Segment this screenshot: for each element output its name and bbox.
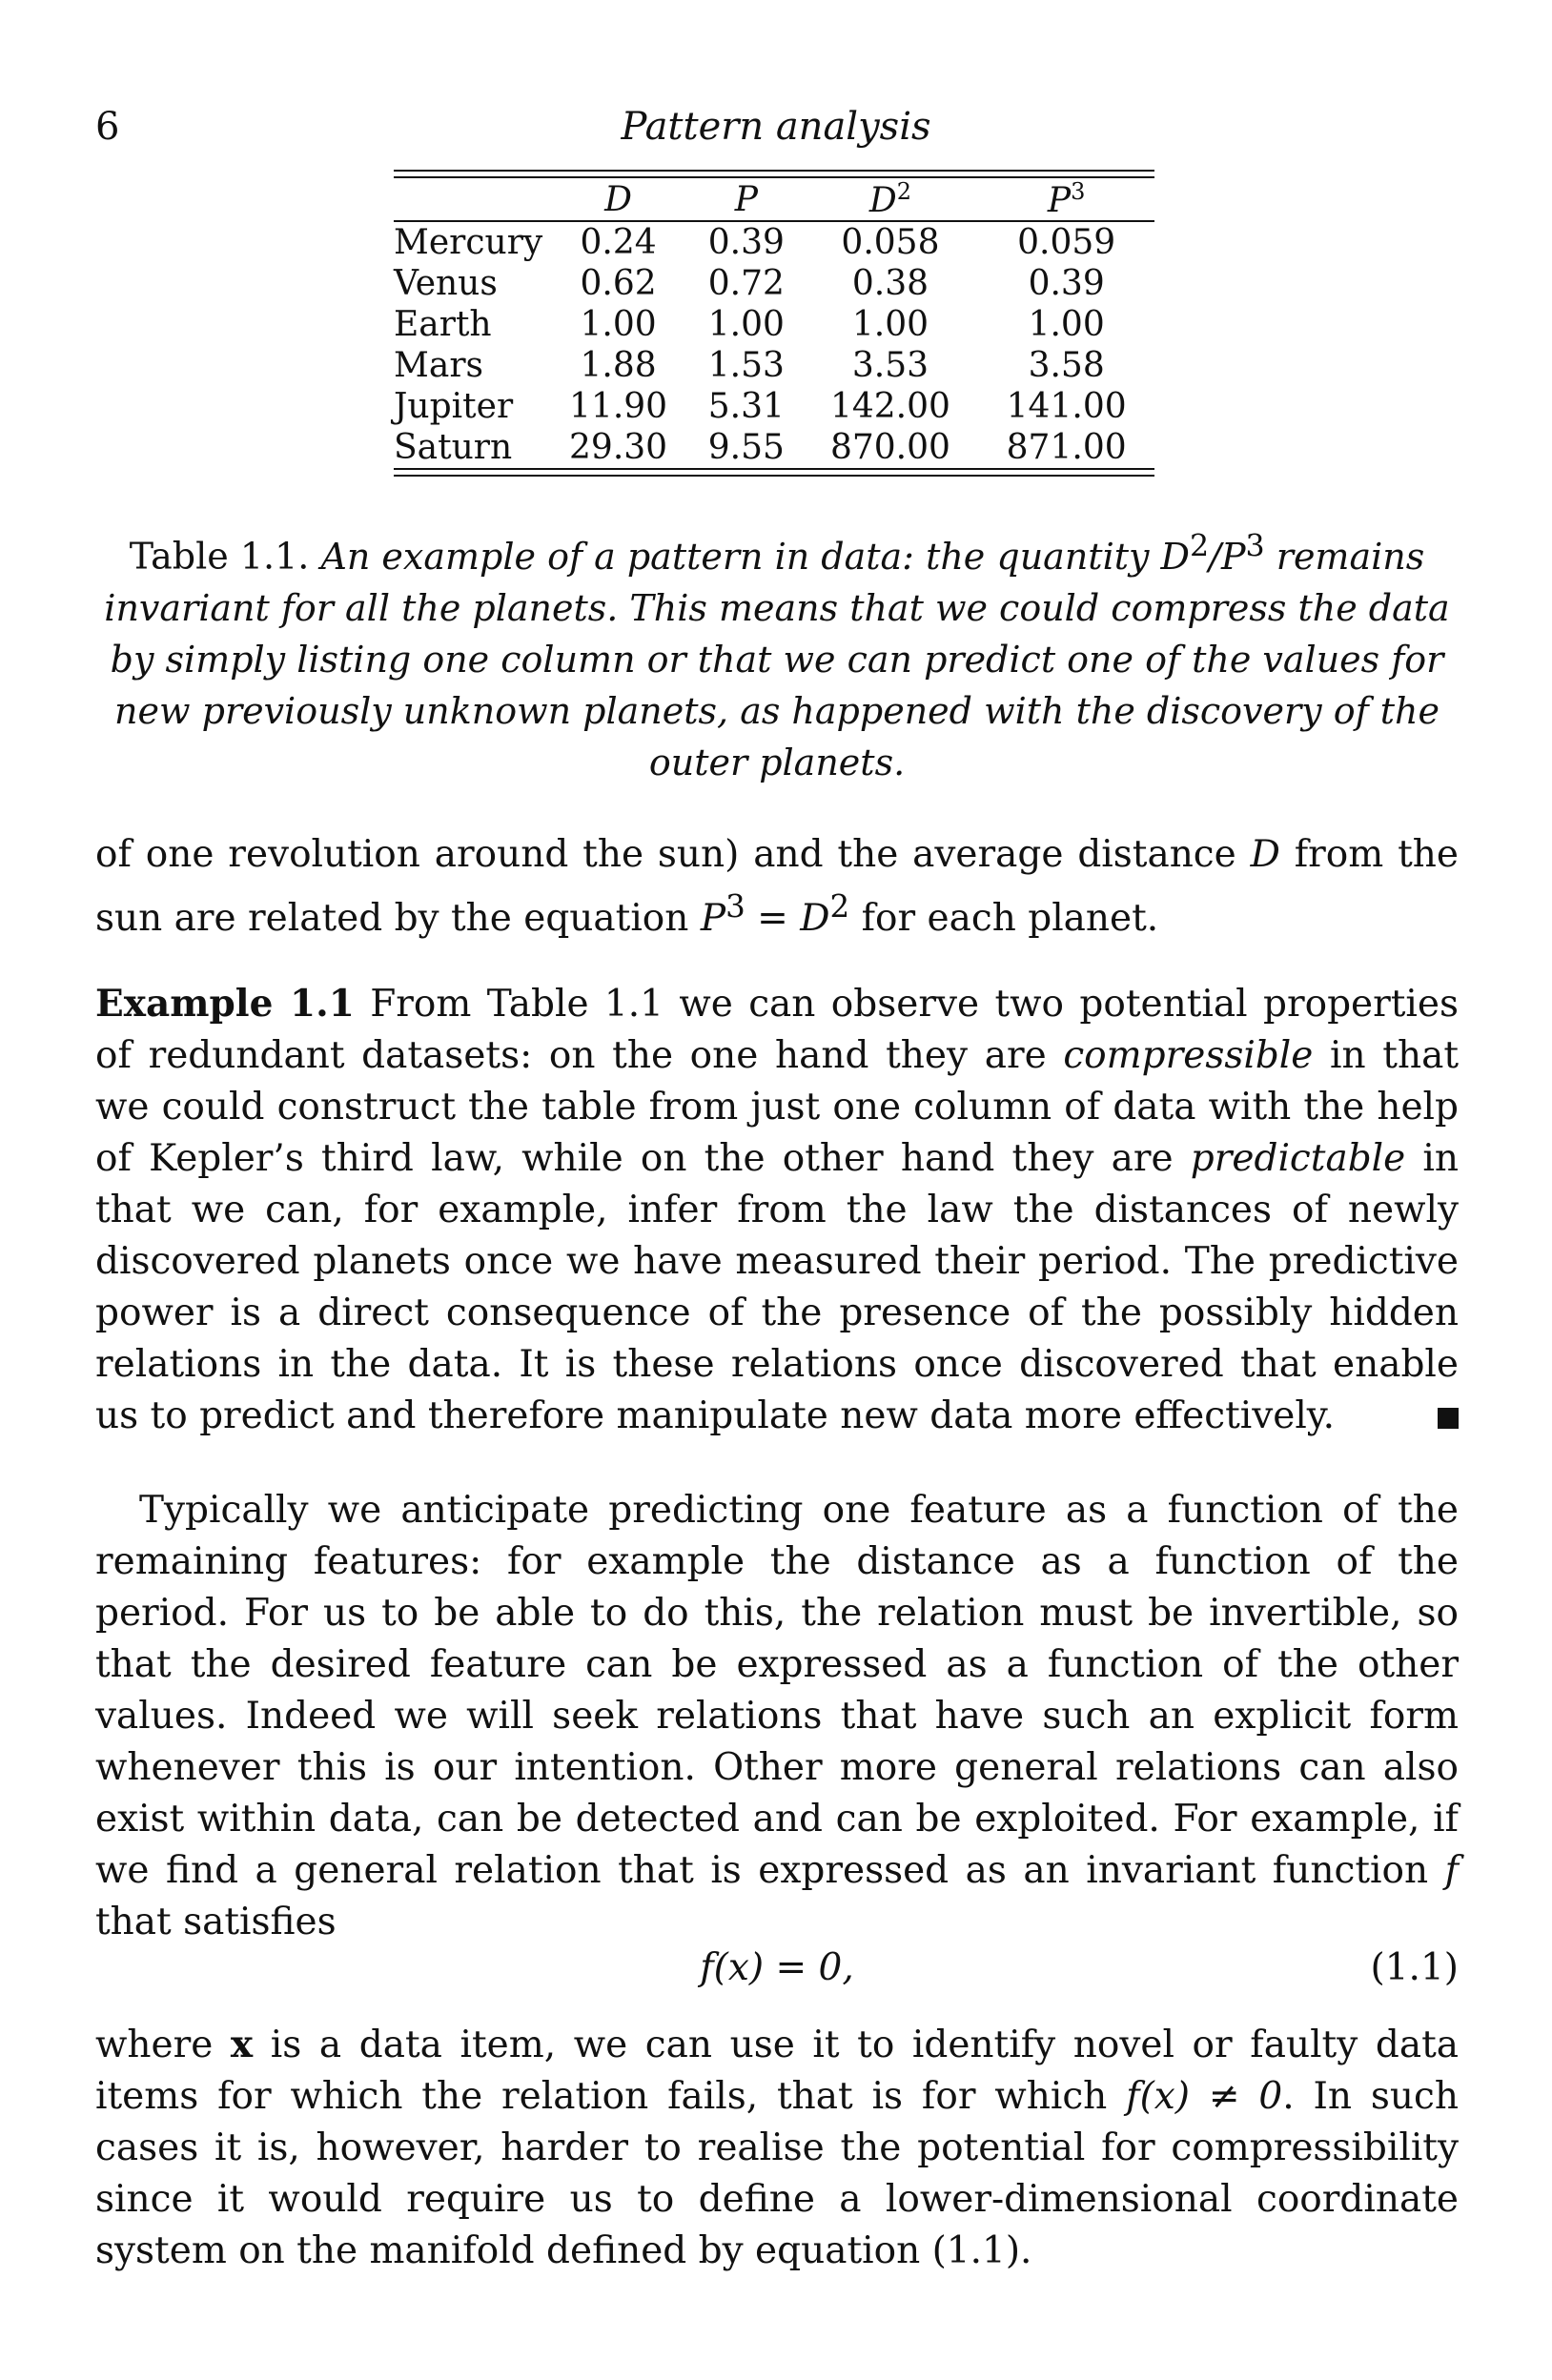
cell-p: 0.39: [707, 223, 785, 262]
paragraph-invariant-function: Typically we anticipate predicting one feature as a function of the remaining features: for example the distance as a function of the period. For us to be able to do this, the relation must be invertible, so that the desired feature can be expressed as a function of the other values. Indeed we will seek relations that have such an explicit form whenever this is our intention. Other more general relations can also exist within data, can be detected and can be exploited. For example, if we find a general relation that is expressed as an invariant function f that satisfies: [95, 1489, 1459, 1943]
table-row: [394, 222, 1154, 263]
cell-d2: 870.00: [829, 428, 950, 467]
cell-d2: 142.00: [829, 387, 950, 426]
table-bottom-rule: [394, 468, 1154, 477]
cell-d2: 0.38: [851, 264, 929, 303]
page-number: 6: [95, 105, 120, 149]
end-of-example-square-icon: [1438, 1408, 1459, 1429]
paragraph-kepler-continuation: of one revolution around the sun) and the average distance D from the sun are related by the equation $P^3 = D^2$ for each planet.: [95, 833, 1460, 940]
caption-label: Table 1.1.: [129, 535, 310, 578]
cell-d2: 1.00: [851, 305, 929, 344]
cell-p3: 141.00: [1006, 387, 1127, 426]
col-header-period-cubed: $P^3$: [1047, 178, 1086, 220]
cell-d2: 0.058: [841, 223, 940, 262]
cell-p: 9.55: [707, 428, 785, 467]
paragraph-faulty-data: where x is a data item, we can use it to identify novel or faulty data items for which the relation fails, that is for which f(x) ≠ 0. In such cases it is, however, harder to realise the potential for compressibility since it would require us to define a lower-dimensional coordinate system on the manifold defined by equation (1.1).: [95, 2023, 1460, 2272]
cell-p3: 871.00: [1006, 428, 1127, 467]
table-row: [394, 427, 1154, 468]
col-header-period: P: [734, 179, 758, 219]
planet-table: [394, 170, 1154, 477]
table-top-rule: [394, 170, 1154, 178]
planet-name: Jupiter: [394, 387, 514, 426]
equation-expression: f(x) = 0,: [700, 1946, 854, 1989]
table-row: [394, 304, 1154, 345]
planet-name: Mars: [394, 346, 484, 385]
caption-text: An example of a pattern in data: the quantity $D^2/P^3$ remains invariant for all the planets. This means that we could compress the data by simply listing one column or that we can predict one of the values for new previously unknown planets, as happened with the discovery of the outer planets.: [104, 529, 1450, 783]
col-header-distance: D: [604, 179, 632, 219]
table-header-row: [394, 178, 1154, 220]
planet-name: Saturn: [394, 428, 513, 467]
example-block: Example 1.1 From Table 1.1 we can observe two potential properties of redundant datasets: on the one hand they are compressible in that we could construct the table from just one column of data with the help of Kepler’s third law, while on the other hand they are predictable in that we can, for example, infer from the law the distances of newly discovered planets once we have measured their period. The predictive power is a direct consequence of the presence of the possibly hidden relations in the data. It is these relations once discovered that enable us to predict and therefore manipulate new data more effectively.: [95, 982, 1459, 1437]
cell-d: 1.88: [580, 346, 657, 385]
equation-number: (1.1): [1370, 1946, 1459, 1989]
col-header-planet: [394, 178, 546, 220]
table-row: [394, 345, 1154, 386]
table-row: [394, 386, 1154, 427]
table-caption: [95, 520, 1459, 788]
equation-1-1: [95, 1943, 1459, 1994]
planet-name: Earth: [394, 305, 492, 344]
cell-p3: 3.58: [1028, 346, 1105, 385]
cell-d: 1.00: [580, 305, 657, 344]
cell-p3: 0.059: [1017, 223, 1116, 262]
cell-p3: 0.39: [1028, 264, 1105, 303]
cell-p: 0.72: [707, 264, 785, 303]
col-header-distance-squared: $D^2$: [868, 178, 912, 220]
cell-p: 5.31: [707, 387, 785, 426]
cell-d: 11.90: [569, 387, 668, 426]
planet-name: Venus: [394, 264, 498, 303]
cell-p: 1.00: [707, 305, 785, 344]
planet-name: Mercury: [394, 223, 543, 262]
cell-p3: 1.00: [1028, 305, 1105, 344]
cell-d: 0.62: [580, 264, 657, 303]
example-label: Example 1.1: [95, 982, 355, 1026]
table-row: [394, 263, 1154, 304]
cell-d: 29.30: [569, 428, 668, 467]
cell-p: 1.53: [707, 346, 785, 385]
cell-d2: 3.53: [851, 346, 929, 385]
running-head: Pattern analysis: [621, 105, 931, 149]
cell-d: 0.24: [580, 223, 657, 262]
planet-data-table: [394, 178, 1154, 468]
